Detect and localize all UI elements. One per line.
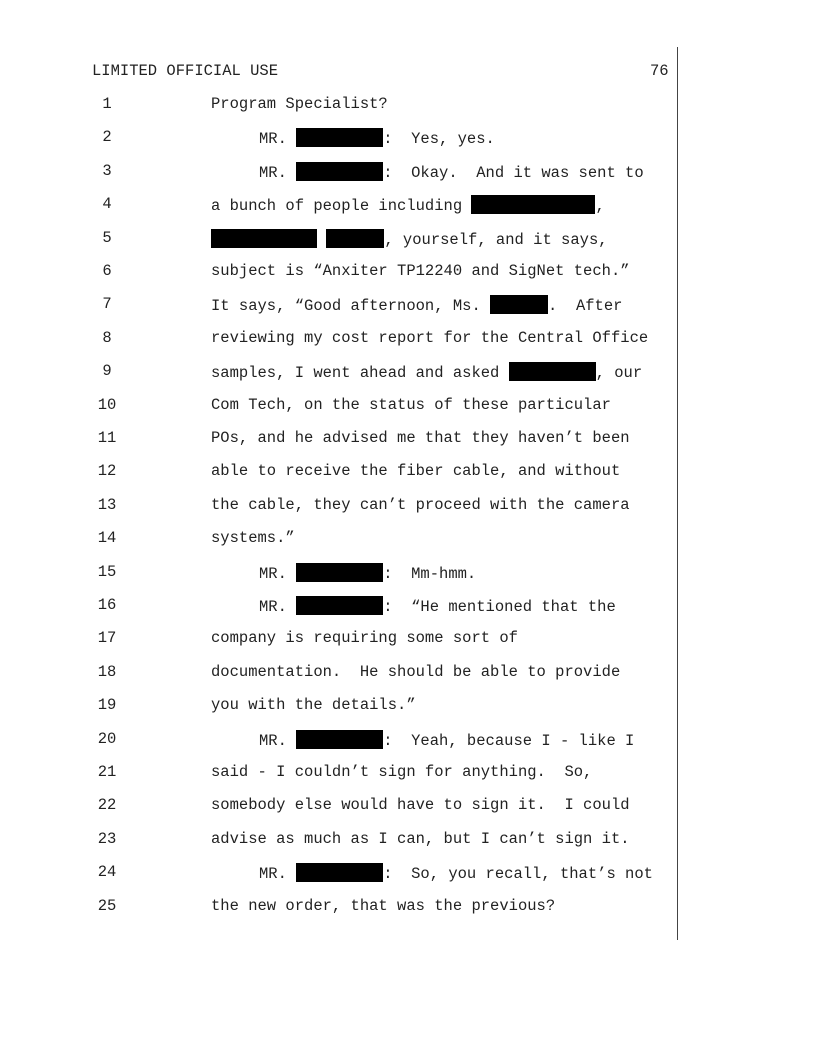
transcript-line [211, 195, 605, 215]
line-number: 20 [97, 729, 117, 748]
redaction-bar [296, 563, 383, 582]
line-text: the cable, they can’t proceed with the camera [211, 495, 630, 514]
line-text: , yourself, and it says, [384, 230, 608, 249]
line-number: 21 [97, 763, 117, 781]
transcript-line [259, 563, 476, 583]
line-number: 17 [97, 629, 117, 648]
line-number: 11 [97, 429, 117, 447]
line-text: MR. [259, 564, 297, 583]
line-number: 15 [97, 562, 117, 581]
redaction-bar [326, 229, 384, 248]
line-number: 6 [102, 262, 112, 280]
line-number: 25 [97, 896, 117, 915]
line-text: : Yeah, because I - like I [383, 731, 635, 750]
line-text: said - I couldn’t sign for anything. So, [211, 763, 593, 781]
line-number: 22 [97, 796, 117, 815]
transcript-line [211, 429, 630, 447]
line-text: It says, “Good afternoon, Ms. [211, 297, 491, 316]
transcript-line [259, 596, 616, 616]
line-text: you with the details.” [211, 696, 416, 715]
line-number: 10 [97, 395, 117, 414]
line-number: 3 [102, 161, 112, 180]
line-number: 8 [102, 328, 112, 347]
line-text: a bunch of people including [211, 197, 472, 216]
line-number: 23 [97, 829, 117, 848]
line-text: somebody else would have to sign it. I could [211, 796, 630, 815]
line-text: reviewing my cost report for the Central Office [211, 328, 649, 347]
line-number: 1 [102, 95, 112, 113]
redaction-bar [296, 162, 383, 181]
transcript-line [211, 763, 592, 781]
line-number: 19 [97, 696, 117, 715]
line-text: . After [548, 297, 623, 316]
transcript-line [259, 162, 644, 182]
transcript-line [259, 128, 495, 148]
line-number: 12 [97, 462, 117, 481]
line-text: samples, I went ahead and asked [211, 364, 509, 383]
line-text: the new order, that was the previous? [211, 896, 556, 915]
transcript-line [211, 696, 416, 714]
line-text: , our [595, 364, 643, 383]
redaction-bar [471, 195, 595, 214]
line-number: 4 [102, 195, 112, 214]
transcript-line [211, 95, 388, 113]
line-text: , [595, 197, 605, 216]
line-number: 7 [102, 295, 112, 314]
redaction-bar [296, 730, 383, 749]
line-text: advise as much as I can, but I can’t sign it. [211, 829, 630, 848]
transcript-line [211, 229, 608, 249]
line-text [317, 231, 326, 249]
transcript-line [259, 863, 653, 883]
transcript-line [259, 730, 634, 750]
line-text: MR. [259, 731, 297, 750]
transcript-line [211, 529, 295, 547]
redaction-bar [296, 128, 383, 147]
redaction-bar [509, 362, 596, 381]
transcript-line [211, 663, 620, 681]
redaction-bar [296, 863, 383, 882]
transcript-line [211, 396, 611, 414]
line-text: Com Tech, on the status of these particular [211, 395, 611, 414]
transcript-line [211, 262, 630, 280]
line-text: documentation. He should be able to provide [211, 662, 621, 681]
line-text: POs, and he advised me that they haven’t been [211, 429, 630, 447]
line-text: : So, you recall, that’s not [383, 865, 653, 884]
line-number: 24 [97, 863, 117, 882]
line-text: MR. [259, 130, 297, 149]
line-text: : Mm-hmm. [383, 564, 477, 583]
transcript-line [211, 462, 620, 480]
transcript-line [211, 897, 555, 915]
transcript-line [211, 329, 648, 347]
line-text: MR. [259, 865, 297, 884]
transcript-line [211, 796, 630, 814]
transcript-line [211, 295, 622, 315]
line-text: able to receive the fiber cable, and without [211, 462, 621, 481]
redaction-bar [490, 295, 548, 314]
transcript-line [211, 496, 630, 514]
line-number: 9 [102, 362, 112, 381]
line-text: systems.” [211, 529, 295, 548]
line-text: subject is “Anxiter TP12240 and SigNet tech.” [211, 262, 630, 280]
transcript-line [211, 830, 630, 848]
redaction-bar [211, 229, 317, 248]
page-header-title: LIMITED OFFICIAL USE [92, 62, 279, 80]
line-number: 5 [102, 228, 112, 247]
line-number: 2 [102, 128, 112, 147]
line-number: 14 [97, 529, 117, 548]
transcript-line [211, 362, 642, 382]
line-number: 18 [97, 662, 117, 681]
line-text: company is requiring some sort of [211, 629, 518, 648]
line-text: MR. [259, 598, 297, 616]
line-text: : Yes, yes. [383, 130, 495, 149]
redaction-bar [296, 596, 383, 615]
transcript-line [211, 629, 518, 647]
right-margin-rule [677, 47, 678, 940]
line-number: 16 [97, 596, 117, 614]
line-text: : “He mentioned that the [383, 598, 616, 616]
line-text: MR. [259, 163, 297, 182]
line-number: 13 [97, 495, 117, 514]
line-text: : Okay. And it was sent to [383, 163, 644, 182]
line-text: Program Specialist? [211, 95, 388, 113]
page-number: 76 [650, 62, 669, 80]
